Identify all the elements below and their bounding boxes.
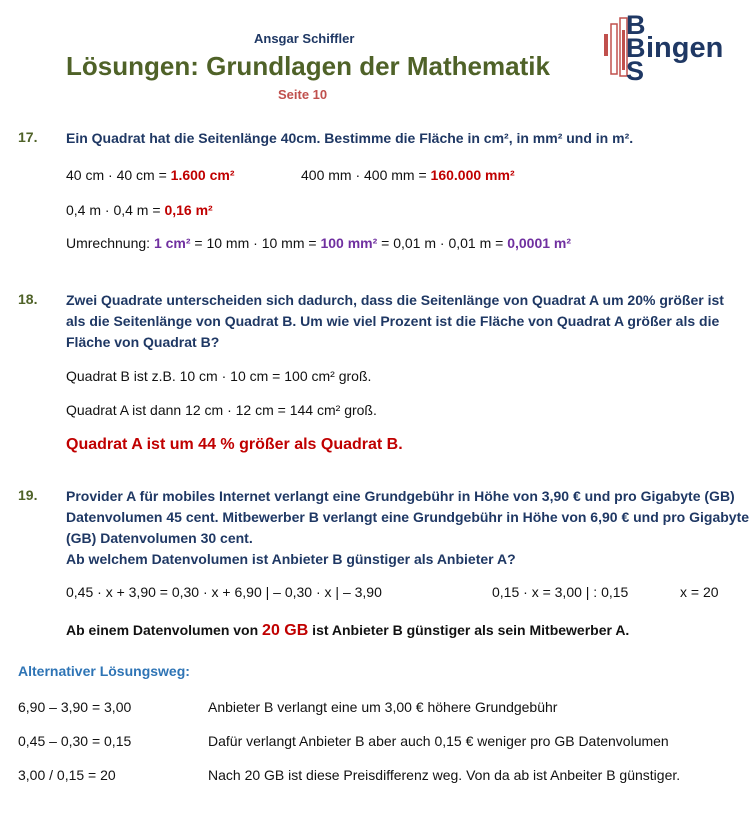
q17-conv-mid-1: = 10 mm · 10 mm = xyxy=(190,235,321,251)
q19-answer-part-2: ist Anbieter B günstiger als sein Mitbewerber A. xyxy=(308,622,630,638)
q17-result-mm2: 160.000 mm² xyxy=(430,167,515,183)
alt-row-2-calc: 0,45 – 0,30 = 0,15 xyxy=(18,733,132,749)
q17-line-2 xyxy=(66,202,213,218)
question-17-number: 17. xyxy=(18,129,38,145)
question-18-number: 18. xyxy=(18,291,38,307)
q17-result-cm2: 1.600 cm² xyxy=(170,167,235,183)
question-19-question: Ab welchem Datenvolumen ist Anbieter B günstiger als Anbieter A? xyxy=(66,551,516,567)
q17-conv-mid-2: = 0,01 m · 0,01 m = xyxy=(377,235,508,251)
question-18-text: Zwei Quadrate unterscheiden sich dadurch, dass die Seitenlänge von Quadrat A um 20% größer ist als die Seitenlänge von Quadrat B. Um wie viel Prozent ist die Fläche von Quadrat A größer als die Fläche von Quadrat B? xyxy=(66,292,724,350)
q17-line-1b xyxy=(301,167,515,183)
q17-conv-m2: 0,0001 m² xyxy=(507,235,572,251)
q18-line-1: Quadrat B ist z.B. 10 cm · 10 cm = 100 cm² groß. xyxy=(66,368,372,384)
question-19-text: Provider A für mobiles Internet verlangt eine Grundgebühr in Höhe von 3,90 € und pro Gigabyte (GB) Datenvolumen 45 cent. Mitbewerber B verlangt eine Grundgebühr in Höhe von 6,90 € und pro Gigabyte (GB) Datenvolumen 30 cent. xyxy=(66,488,750,546)
author: Ansgar Schiffler xyxy=(254,31,355,46)
q19-equation-2: 0,15 · x = 3,00 | : 0,15 xyxy=(492,584,629,600)
q19-answer xyxy=(66,622,629,640)
q19-answer-value: 20 GB xyxy=(262,622,309,639)
q19-answer-part-1: Ab einem Datenvolumen von xyxy=(66,622,263,638)
q17-conv-mm2: 100 mm² xyxy=(320,235,378,251)
q17-line-3 xyxy=(66,235,571,251)
q18-answer: Quadrat A ist um 44 % größer als Quadrat B. xyxy=(66,436,403,453)
page-title: Lösungen: Grundlagen der Mathematik xyxy=(66,51,550,81)
q17-result-m2: 0,16 m² xyxy=(164,202,213,218)
bbs-bingen-logo xyxy=(602,10,742,86)
alt-row-1-calc: 6,90 – 3,90 = 3,00 xyxy=(18,699,132,715)
logo-letter-b1: B xyxy=(626,10,646,40)
alternative-solution-title: Alternativer Lösungsweg: xyxy=(18,663,190,679)
question-17-text: Ein Quadrat hat die Seitenlänge 40cm. Bestimme die Fläche in cm², in mm² und in m². xyxy=(66,130,634,146)
alt-row-2-text: Dafür verlangt Anbieter B aber auch 0,15 € weniger pro GB Datenvolumen xyxy=(208,733,669,749)
logo-letter-b2: B xyxy=(626,33,646,63)
q17-line-1a xyxy=(66,167,234,183)
q19-equation-3: x = 20 xyxy=(680,584,719,600)
q17-calc-cm: 40 cm · 40 cm = xyxy=(66,167,171,183)
alt-row-3-calc: 3,00 / 0,15 = 20 xyxy=(18,767,116,783)
alt-row-1-text: Anbieter B verlangt eine um 3,00 € höhere Grundgebühr xyxy=(208,699,558,715)
logo-letter-s: S xyxy=(626,56,645,86)
q17-conv-cm2: 1 cm² xyxy=(153,235,191,251)
q19-equation-1: 0,45 · x + 3,90 = 0,30 · x + 6,90 | – 0,30 · x | – 3,90 xyxy=(66,584,382,600)
logo-word: ingen xyxy=(646,32,724,64)
alt-row-3-text: Nach 20 GB ist diese Preisdifferenz weg. Von da ab ist Anbeiter B günstiger. xyxy=(208,767,681,783)
q18-line-2: Quadrat A ist dann 12 cm · 12 cm = 144 cm² groß. xyxy=(66,402,377,418)
q17-conversion-label: Umrechnung: xyxy=(66,235,154,251)
q17-calc-mm: 400 mm · 400 mm = xyxy=(301,167,431,183)
page-number: Seite 10 xyxy=(278,87,328,102)
q17-calc-m: 0,4 m · 0,4 m = xyxy=(66,202,165,218)
question-19-number: 19. xyxy=(18,487,38,503)
